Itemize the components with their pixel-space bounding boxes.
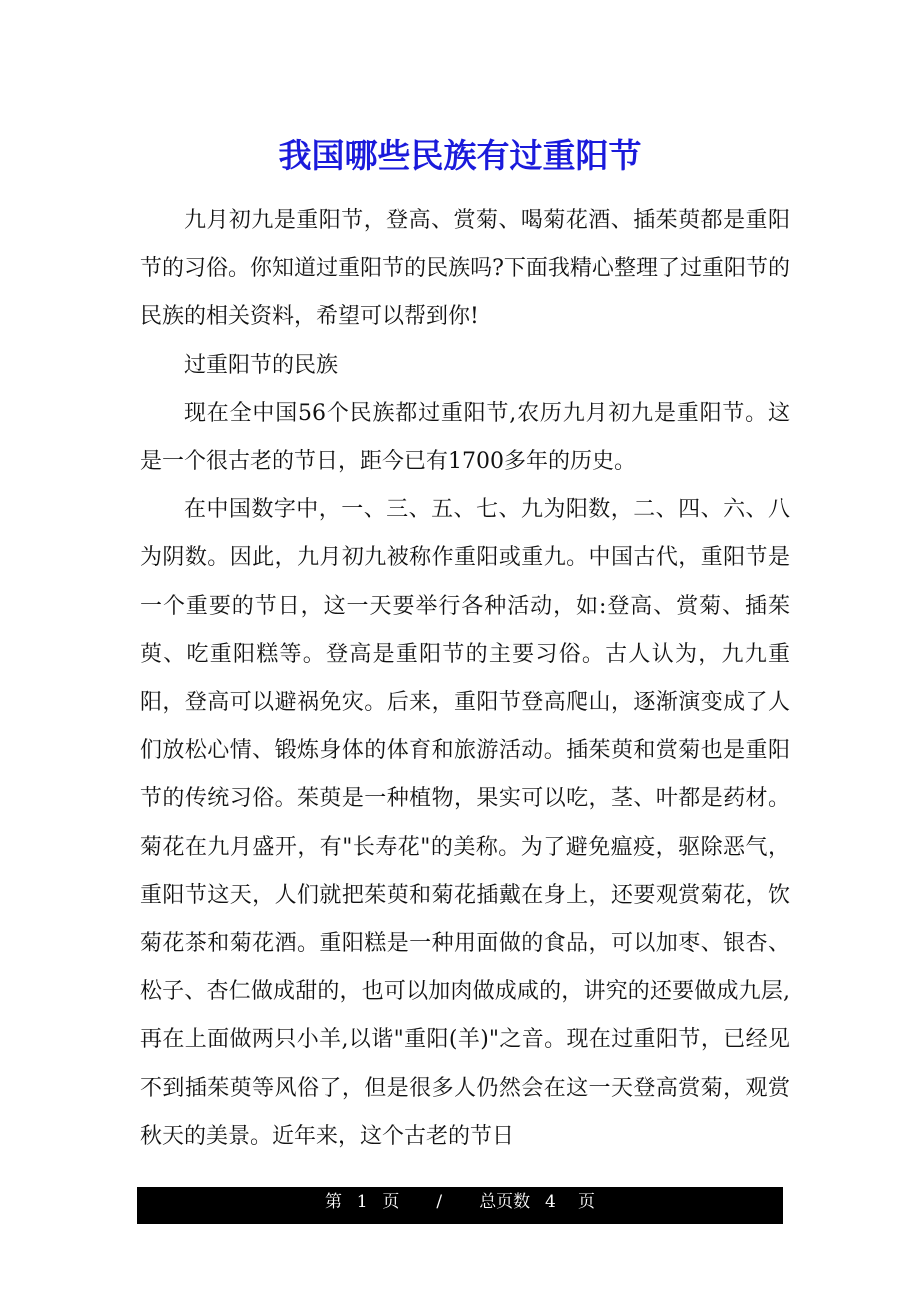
total-pages-suffix: 页 xyxy=(578,1192,596,1212)
document-body xyxy=(140,197,790,1161)
page-indicator xyxy=(137,1189,783,1216)
page-footer xyxy=(137,1187,783,1224)
current-page-number: 1 xyxy=(356,1192,368,1212)
page-label-suffix: 页 xyxy=(382,1192,400,1212)
paragraph-ethnic-groups: 现在全中国56个民族都过重阳节,农历九月初九是重阳节。这是一个很古老的节日，距今已有1700多年的历史。 xyxy=(140,400,790,475)
page-label-prefix: 第 xyxy=(324,1192,342,1212)
paragraph-intro: 九月初九是重阳节，登高、赏菊、喝菊花酒、插茱萸都是重阳节的习俗。你知道过重阳节的民族吗?下面我精心整理了过重阳节的民族的相关资料，希望可以帮到你! xyxy=(140,208,790,330)
paragraph-customs: 在中国数字中，一、三、五、七、九为阳数，二、四、六、八为阴数。因此，九月初九被称作重阳或重九。中国古代，重阳节是一个重要的节日，这一天要举行各种活动，如:登高、赏菊、插茱萸、吃重阳糕等。登高是重阳节的主要习俗。古人认为，九九重阳，登高可以避祸免灾。后来，重阳节登高爬山，逐渐演变成了人们放松心情、锻炼身体的体育和旅游活动。插茱萸和赏菊也是重阳节的传统习俗。茱萸是一种植物，果实可以吃，茎、叶都是药材。菊花在九月盛开，有"长寿花"的美称。为了避免瘟疫，驱除恶气，重阳节这天，人们就把茱萸和菊花插戴在身上，还要观赏菊花，饮菊花茶和菊花酒。重阳糕是一种用面做的食品，可以加枣、银杏、松子、杏仁做成甜的，也可以加肉做成咸的，讲究的还要做成九层,再在上面做两只小羊,以谐"重阳(羊)"之音。现在过重阳节，已经见不到插茱萸等风俗了，但是很多人仍然会在这一天登高赏菊，观赏秋天的美景。近年来，这个古老的节日 xyxy=(140,497,790,1149)
total-pages-label: 总页数 xyxy=(479,1192,531,1212)
page-separator: / xyxy=(436,1192,443,1212)
paragraph-subheading: 过重阳节的民族 xyxy=(184,352,339,378)
document-title: 我国哪些民族有过重阳节 xyxy=(278,136,642,176)
total-pages-number: 4 xyxy=(545,1192,556,1212)
